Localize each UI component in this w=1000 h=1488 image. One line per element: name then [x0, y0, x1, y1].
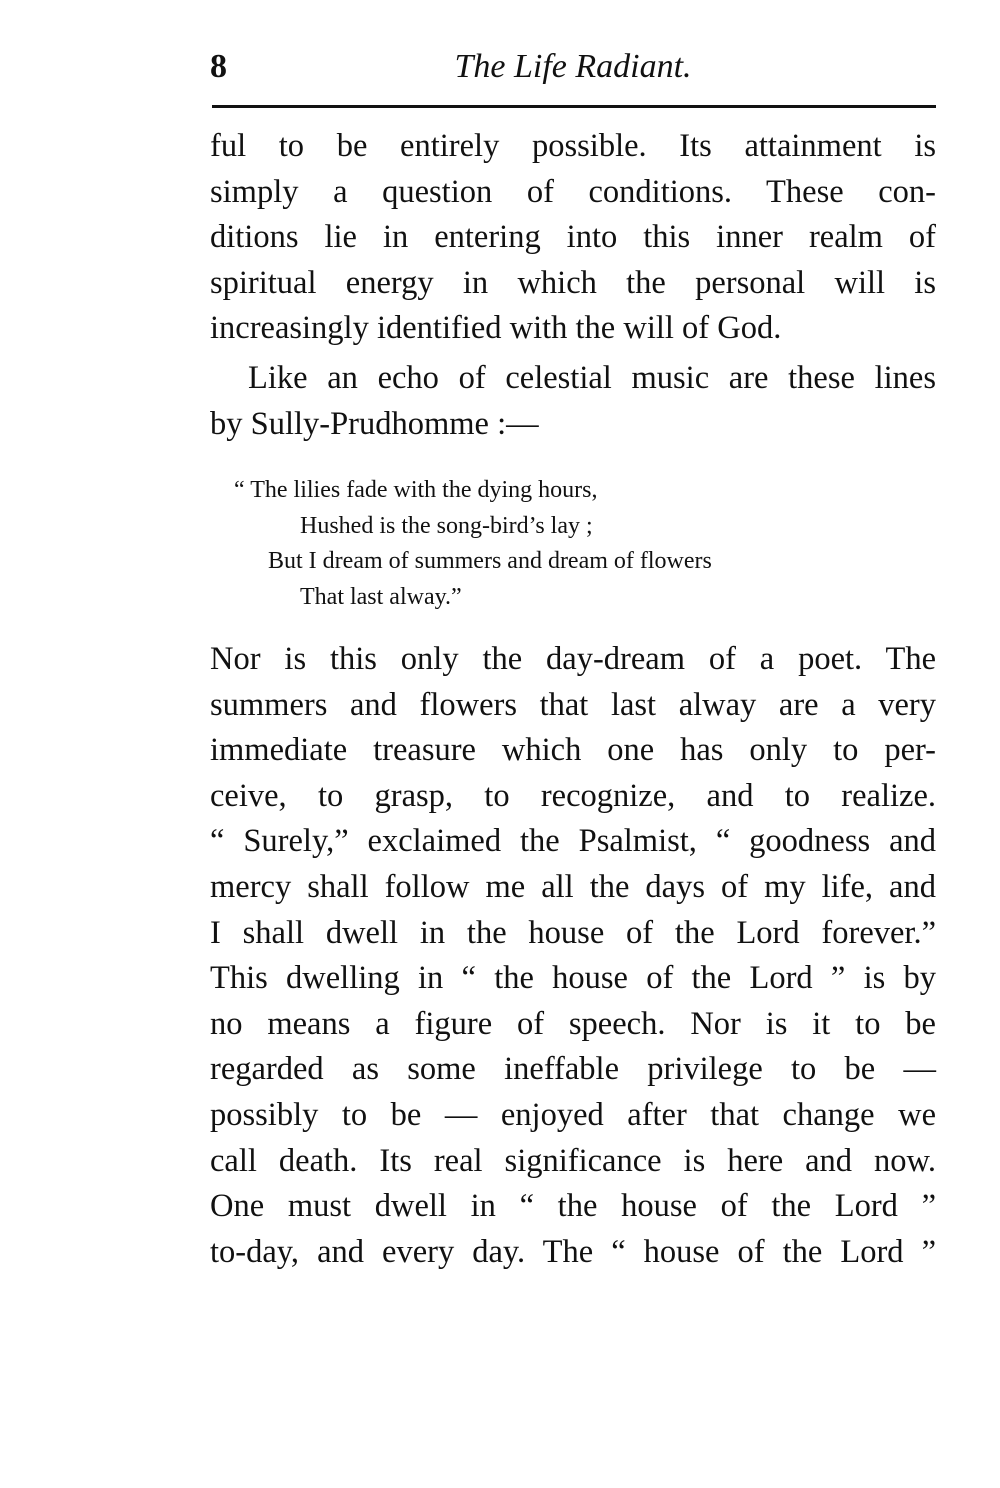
text-line: Nor is this only the day-dream of a poet. The [210, 641, 936, 677]
poem-verse: Hushed is the song-bird’s lay ; [300, 512, 593, 539]
text-line: increasingly identified with the will of God. [210, 310, 782, 347]
paragraph-continued [210, 124, 936, 352]
text-line: ceive, to grasp, to recognize, and to realize. [210, 777, 936, 814]
running-head [210, 42, 936, 92]
poem-verse: That last alway.” [300, 583, 462, 610]
text-line: no means a figure of speech. Nor is it to be [210, 1005, 936, 1042]
poem-quotation [210, 473, 936, 615]
page-number: 8 [210, 48, 227, 85]
text-line: “ Surely,” exclaimed the Psalmist, “ goodness and [210, 823, 936, 860]
text-line: One must dwell in “ the house of the Lord ” [210, 1188, 936, 1225]
text-line: This dwelling in “ the house of the Lord ” is by [210, 960, 936, 997]
text-line: by Sully-Prudhomme :— [210, 405, 539, 442]
text-line: call death. Its real significance is here and now. [210, 1142, 936, 1179]
poem-verse: But I dream of summers and dream of flowers [268, 548, 712, 574]
header-rule [212, 105, 936, 108]
text-line: summers and flowers that last alway are a very [210, 686, 936, 723]
text-line: mercy shall follow me all the days of my life, and [210, 868, 936, 905]
text-line: simply a question of conditions. These con- [210, 173, 936, 210]
text-line: regarded as some ineffable privilege to be — [210, 1051, 936, 1088]
text-line: spiritual energy in which the personal will is [210, 264, 936, 301]
running-title: The Life Radiant. [454, 48, 692, 85]
text-line: I shall dwell in the house of the Lord forever.” [210, 914, 936, 951]
paragraph-poem-intro [210, 356, 936, 447]
text-line: possibly to be — enjoyed after that change we [210, 1096, 936, 1133]
poem-verse: “ The lilies fade with the dying hours, [234, 477, 598, 503]
text-line: Like an echo of celestial music are these lines [248, 360, 936, 396]
text-line: ditions lie in entering into this inner realm of [210, 219, 936, 256]
text-line: to-day, and every day. The “ house of the Lord ” [210, 1233, 936, 1270]
text-line: ful to be entirely possible. Its attainment is [210, 128, 936, 164]
text-line: immediate treasure which one has only to per- [210, 732, 936, 769]
paragraph-house-of-the-lord [210, 637, 936, 1275]
